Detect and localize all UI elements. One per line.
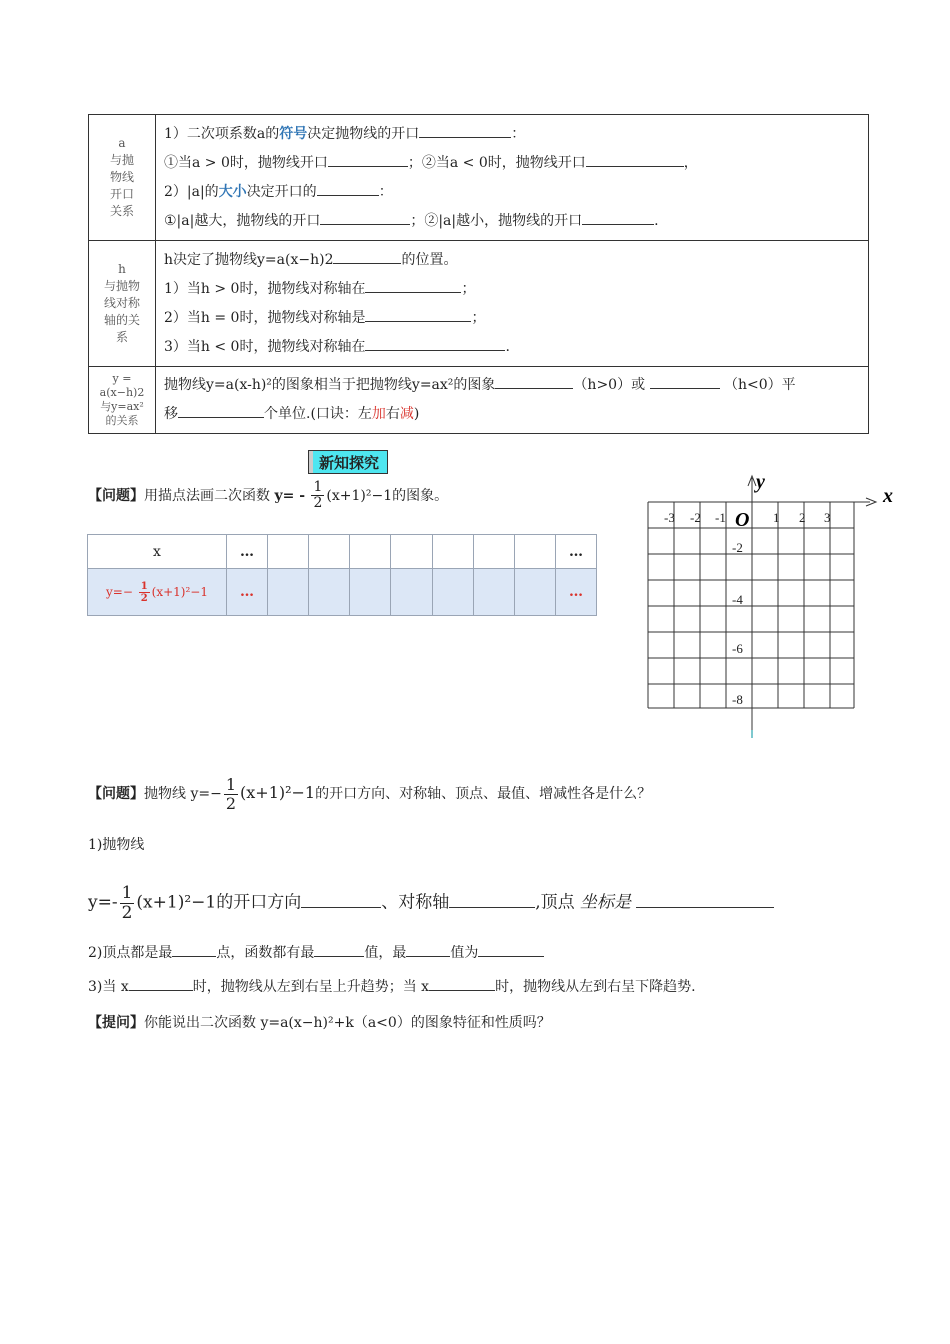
fill-blank[interactable] xyxy=(314,942,364,957)
text: 个单位.(口诀：左 xyxy=(264,406,372,422)
text: 点，函数都有最 xyxy=(216,945,315,961)
formula-expression: (x+1)²−1 xyxy=(151,584,208,599)
content-line xyxy=(164,333,860,362)
y-tick: -2 xyxy=(732,540,743,555)
origin-label: O xyxy=(735,509,750,531)
text: 的开口方向、对称轴、顶点、最值、增减性各是什么？ xyxy=(315,786,652,803)
denominator: 2 xyxy=(225,793,237,813)
fill-blank[interactable] xyxy=(636,893,774,908)
text: 抛物线 y=− xyxy=(144,786,222,803)
ellipsis-cell: … xyxy=(555,569,596,616)
answer-line-1: 1)抛物线 xyxy=(88,837,145,853)
formula-prefix: y=− xyxy=(105,584,133,599)
keyword-sign: 符号 xyxy=(279,125,308,142)
text: ； xyxy=(471,309,486,326)
text: 决定开口的 xyxy=(246,183,317,200)
formula-expression: (x+1)²−1 xyxy=(240,783,316,803)
text: 2）当h = 0时，抛物线对称轴是 xyxy=(164,309,366,326)
header-line: 系 xyxy=(115,330,128,344)
y-header xyxy=(88,569,227,616)
x-axis-label: x xyxy=(883,485,893,507)
text: 3）当h < 0时，抛物线对称轴在 xyxy=(164,338,366,355)
header-line: 与抛物 xyxy=(103,279,140,293)
fraction xyxy=(139,581,150,604)
answer-line-4 xyxy=(88,976,696,996)
x-tick: -1 xyxy=(715,510,726,525)
text: ： xyxy=(378,183,393,200)
header-line: 与抛 xyxy=(109,153,134,167)
text: 时，抛物线从左到右呈下降趋势. xyxy=(495,979,696,995)
text: 决定抛物线的开口 xyxy=(307,125,420,142)
text: h决定了抛物线y=a(x−h)2 xyxy=(164,251,334,268)
text: 你能说出二次函数 y=a(x−h)²+k（a<0）的图象特征和性质吗？ xyxy=(144,1015,551,1031)
header-line: y = xyxy=(112,372,132,385)
fraction xyxy=(224,776,238,812)
row-header-a-opening xyxy=(89,115,156,241)
text: 时，抛物线从左到右呈上升趋势；当 x xyxy=(192,979,430,995)
content-line xyxy=(164,400,860,429)
fraction xyxy=(120,884,135,922)
text: 的图象。 xyxy=(392,487,449,504)
formula-prefix: y= - xyxy=(274,487,306,504)
text: （h<0）平 xyxy=(723,377,796,393)
numerator: 1 xyxy=(121,883,133,903)
text: ： xyxy=(511,125,526,142)
fill-blank[interactable] xyxy=(129,976,193,991)
value-cell[interactable] xyxy=(391,569,432,616)
y-tick: -4 xyxy=(732,592,743,607)
answer-line-3 xyxy=(88,942,544,962)
denominator: 2 xyxy=(140,592,148,604)
y-tick: -6 xyxy=(732,641,743,656)
text: ， xyxy=(683,154,698,171)
text: 移 xyxy=(164,406,178,422)
fill-blank[interactable] xyxy=(449,893,535,908)
fill-blank[interactable] xyxy=(301,893,381,908)
answer-line-2 xyxy=(88,884,774,922)
value-cell[interactable] xyxy=(432,569,473,616)
section-title: 新知探究 xyxy=(308,450,388,474)
question-1 xyxy=(88,480,448,512)
numerator: 1 xyxy=(313,479,323,495)
coordinate-grid[interactable] xyxy=(630,466,910,746)
fill-blank[interactable] xyxy=(429,976,495,991)
fill-blank[interactable] xyxy=(333,249,401,264)
content-line xyxy=(164,371,860,400)
numerator: 1 xyxy=(140,580,148,592)
ellipsis-cell: … xyxy=(227,569,268,616)
fill-blank[interactable] xyxy=(478,942,544,957)
fill-blank[interactable] xyxy=(365,307,471,322)
header-line: 物线 xyxy=(109,170,134,184)
x-tick: -2 xyxy=(690,510,701,525)
fill-blank[interactable] xyxy=(586,152,684,167)
content-line xyxy=(164,149,860,178)
text: ；②|a|越小，抛物线的开口 xyxy=(410,212,583,229)
question-label: 【问题】 xyxy=(88,487,144,504)
question-2 xyxy=(88,776,651,812)
value-cell[interactable] xyxy=(432,535,473,569)
x-tick: 3 xyxy=(824,510,831,525)
formula-expression: (x+1)²−1 xyxy=(136,892,217,913)
text: 的位置。 xyxy=(401,251,458,268)
value-cell[interactable] xyxy=(473,569,514,616)
value-cell[interactable] xyxy=(309,569,350,616)
fill-blank[interactable] xyxy=(317,181,379,196)
value-cell[interactable] xyxy=(309,535,350,569)
text: 1）当h > 0时，抛物线对称轴在 xyxy=(164,280,366,297)
value-table xyxy=(87,534,597,616)
text: （h>0）或 xyxy=(573,377,646,393)
text: 的开口方向 xyxy=(216,892,302,913)
text: ①当a > 0时，抛物线开口 xyxy=(164,154,328,171)
numerator: 1 xyxy=(225,775,237,794)
y-tick: -8 xyxy=(732,692,743,707)
fraction xyxy=(311,480,324,512)
row-header-translation xyxy=(89,367,156,434)
text: 2）|a|的 xyxy=(164,183,219,200)
header-line: a xyxy=(118,136,126,150)
fill-blank[interactable] xyxy=(406,942,450,957)
content-line xyxy=(164,207,860,236)
value-cell[interactable] xyxy=(514,535,555,569)
text: ①|a|越大，抛物线的开口 xyxy=(164,212,321,229)
mnemonic-add: 加 xyxy=(371,406,386,422)
ellipsis-cell: … xyxy=(227,535,268,569)
fill-blank[interactable] xyxy=(582,210,654,225)
value-cell[interactable] xyxy=(391,535,432,569)
fill-blank[interactable] xyxy=(365,336,505,351)
x-tick: -3 xyxy=(664,510,675,525)
header-line: 关系 xyxy=(109,204,134,218)
text: 2)顶点都是最 xyxy=(88,945,173,961)
content-line xyxy=(164,120,860,149)
question-3 xyxy=(88,1012,551,1032)
x-header: x xyxy=(88,535,227,569)
text: . xyxy=(654,212,659,229)
text: 值为 xyxy=(450,945,479,961)
content-line xyxy=(164,275,860,304)
text: 3)当 x xyxy=(88,979,129,995)
header-line: 线对称 xyxy=(103,296,140,310)
header-line: 的关系 xyxy=(105,414,139,427)
text: 抛物线y=a(x-h)²的图象相当于把抛物线y=ax²的图象 xyxy=(164,377,496,393)
header-line: h xyxy=(118,262,126,276)
text: y=- xyxy=(88,892,118,913)
header-line: 开口 xyxy=(109,187,134,201)
mnemonic-subtract: 减 xyxy=(399,406,414,422)
text: ) xyxy=(413,406,420,422)
fill-blank[interactable] xyxy=(650,374,720,389)
denominator: 2 xyxy=(313,495,323,512)
fill-blank[interactable] xyxy=(328,152,408,167)
text: 1）二次项系数a的 xyxy=(164,125,280,142)
value-cell[interactable] xyxy=(350,569,391,616)
y-axis-label: y xyxy=(756,471,765,493)
question-label: 【提问】 xyxy=(88,1015,144,1031)
fill-blank[interactable] xyxy=(495,374,573,389)
text: ,顶点 xyxy=(535,892,575,913)
question-label: 【问题】 xyxy=(88,786,144,803)
fill-blank[interactable] xyxy=(419,123,511,138)
x-tick: 1 xyxy=(773,510,780,525)
formula-expression: (x+1)²−1 xyxy=(326,487,393,504)
value-cell[interactable] xyxy=(268,535,309,569)
content-line xyxy=(164,178,860,207)
row-content-h-axis xyxy=(156,241,869,367)
header-line: a(x−h)2 xyxy=(99,386,145,399)
x-tick: 2 xyxy=(799,510,806,525)
text: 坐标是 xyxy=(580,892,632,913)
text: 用描点法画二次函数 xyxy=(144,487,270,504)
text: ；②当a < 0时，抛物线开口 xyxy=(407,154,586,171)
grid-lines xyxy=(648,502,854,708)
fill-blank[interactable] xyxy=(320,210,410,225)
text: ； xyxy=(461,280,476,297)
value-cell[interactable] xyxy=(473,535,514,569)
row-content-translation xyxy=(156,367,869,434)
header-line: 轴的关 xyxy=(103,313,140,327)
denominator: 2 xyxy=(121,902,133,923)
fill-blank[interactable] xyxy=(178,403,264,418)
text: 、对称轴 xyxy=(381,892,450,913)
keyword-size: 大小 xyxy=(218,183,247,200)
fill-blank[interactable] xyxy=(365,278,461,293)
text: . xyxy=(505,338,510,355)
value-cell[interactable] xyxy=(350,535,391,569)
value-cell[interactable] xyxy=(268,569,309,616)
text: 右 xyxy=(385,406,400,422)
row-content-a-opening xyxy=(156,115,869,241)
fill-blank[interactable] xyxy=(172,942,216,957)
content-line xyxy=(164,304,860,333)
text: 值，最 xyxy=(364,945,407,961)
row-header-h-axis xyxy=(89,241,156,367)
header-line: 与y=ax² xyxy=(100,400,144,413)
content-line xyxy=(164,246,860,275)
ellipsis-cell: … xyxy=(555,535,596,569)
properties-table xyxy=(88,114,869,434)
value-cell[interactable] xyxy=(514,569,555,616)
